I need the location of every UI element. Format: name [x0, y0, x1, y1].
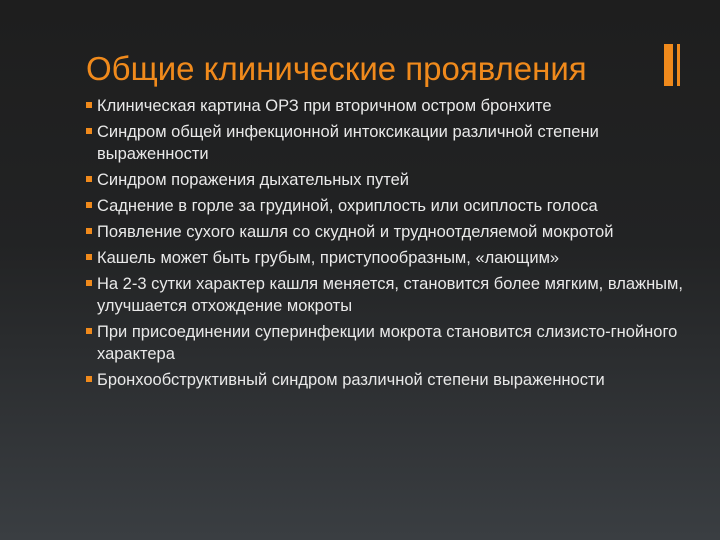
- bullet-square-icon: [86, 328, 92, 334]
- bullet-item: [86, 247, 686, 269]
- bullet-text: Клиническая картина ОРЗ при вторичном остром бронхите: [97, 97, 552, 115]
- bullet-text: Бронхообструктивный синдром различной степени выраженности: [97, 371, 605, 389]
- accent-bars-decoration: [664, 44, 684, 86]
- bullet-text: При присоединении суперинфекции мокрота становится слизисто-гнойного характера: [97, 323, 678, 363]
- bullet-item: [86, 195, 686, 217]
- bullet-square-icon: [86, 254, 92, 260]
- bullet-text: Саднение в горле за грудиной, охриплость или осиплость голоса: [97, 197, 598, 215]
- bullet-item: [86, 369, 686, 391]
- bullet-text: На 2-3 сутки характер кашля меняется, становится более мягким, влажным, улучшается отхождение мокроты: [97, 275, 683, 315]
- slide-title: Общие клинические проявления: [86, 50, 587, 87]
- bullet-list: [86, 95, 686, 395]
- bullet-square-icon: [86, 128, 92, 134]
- bullet-square-icon: [86, 376, 92, 382]
- bullet-square-icon: [86, 176, 92, 182]
- bullet-text: Синдром общей инфекционной интоксикации различной степени выраженности: [97, 123, 599, 163]
- bullet-item: [86, 273, 686, 317]
- bullet-item: [86, 321, 686, 365]
- bullet-text: Кашель может быть грубым, приступообразным, «лающим»: [97, 249, 560, 267]
- accent-bar-thick: [664, 44, 673, 86]
- accent-bar-thin: [677, 44, 680, 86]
- bullet-item: [86, 169, 686, 191]
- bullet-item: [86, 221, 686, 243]
- bullet-square-icon: [86, 228, 92, 234]
- bullet-square-icon: [86, 102, 92, 108]
- bullet-text: Появление сухого кашля со скудной и трудноотделяемой мокротой: [97, 223, 614, 241]
- bullet-text: Синдром поражения дыхательных путей: [97, 171, 410, 189]
- bullet-item: [86, 121, 686, 165]
- bullet-item: [86, 95, 686, 117]
- bullet-square-icon: [86, 280, 92, 286]
- bullet-square-icon: [86, 202, 92, 208]
